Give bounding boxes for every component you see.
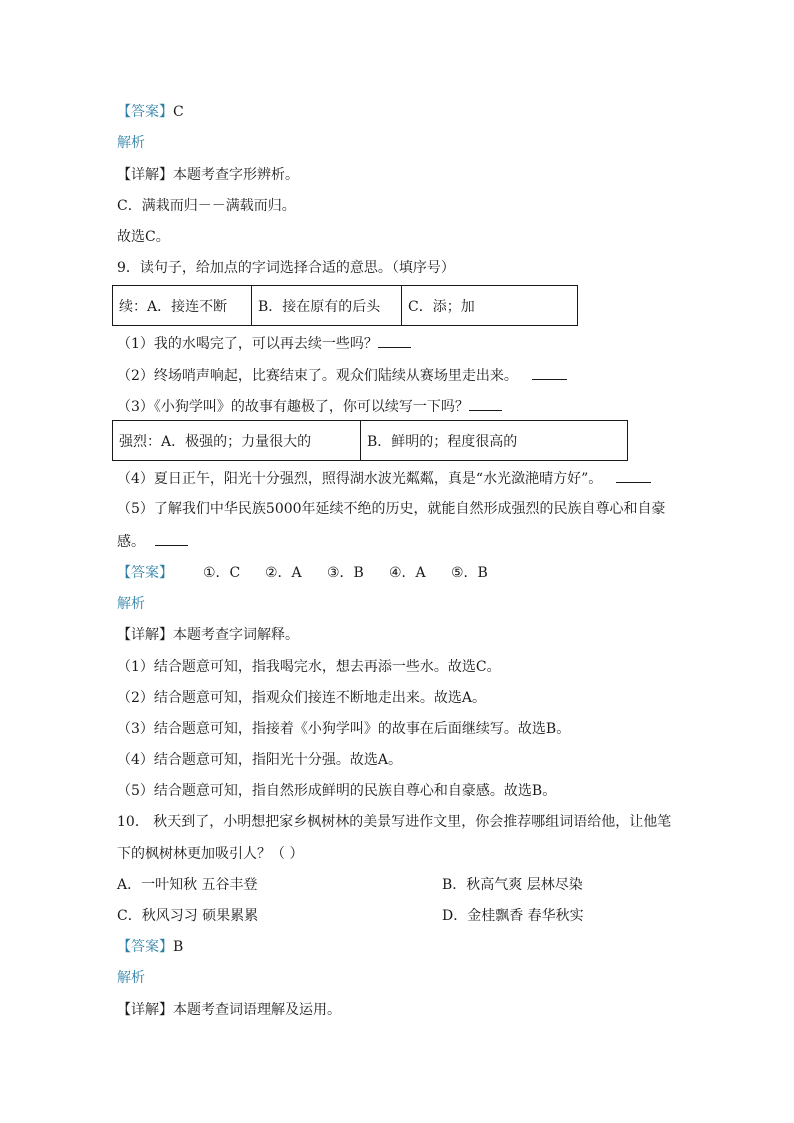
answer-item: ⑤．B <box>451 565 488 581</box>
explanation-line: C．满栽而归－－满载而归。 <box>117 198 296 214</box>
detail-tag: 【详解】 <box>117 167 173 183</box>
question-10-stem: 10． 秋天到了，小明想把家乡枫树林的美景写进作文里，你会推荐哪组词语给他，让他笔 <box>117 814 672 830</box>
answer-line-9 <box>117 564 494 582</box>
sentence-1 <box>117 334 411 352</box>
table-cell: 续：A．接连不断 <box>113 286 252 326</box>
sentence-2 <box>117 366 567 384</box>
option-c[interactable]: C．秋风习习 硕果累累 <box>117 908 259 924</box>
detail-line <box>117 1001 341 1019</box>
answer-item: ②．A <box>265 565 302 581</box>
answer-value: C <box>173 104 184 120</box>
sentence-3 <box>117 397 502 415</box>
meaning-table-xu <box>112 285 578 326</box>
option-d[interactable]: D．金桂飘香 春华秋实 <box>442 908 584 924</box>
detail-text: 本题考查字词解释。 <box>173 627 299 643</box>
detail-text: 本题考查字形辨析。 <box>173 167 299 183</box>
explanation-3: （3）结合题意可知，指接着《小狗学叫》的故事在后面继续写。故选B。 <box>117 721 571 737</box>
explanation-1: （1）结合题意可知，指我喝完水，想去再添一些水。故选C。 <box>117 659 501 675</box>
answer-blank[interactable] <box>532 366 567 380</box>
sentence-5: （5）了解我们中华民族5000年延续不绝的历史，就能自然形成强烈的民族自尊心和自豪 <box>117 501 666 517</box>
question-10-stem-cont: 下的枫树林更加吸引人？（ ） <box>117 846 304 862</box>
sentence-text: （1）我的水喝完了，可以再去续一些吗？ <box>117 336 378 352</box>
answer-tag: 【答案】 <box>117 565 173 581</box>
answer-item: ①．C <box>203 565 241 581</box>
sentence-4 <box>117 469 651 487</box>
sentence-text: （2）终场哨声响起，比赛结束了。观众们陆续从赛场里走出来。 <box>117 368 518 384</box>
answer-blank[interactable] <box>155 532 188 546</box>
explanation-5: （5）结合题意可知，指自然形成鲜明的民族自尊心和自豪感。故选B。 <box>117 783 557 799</box>
detail-tag: 【详解】 <box>117 627 173 643</box>
detail-line <box>117 626 299 644</box>
answer-item: ④．A <box>389 565 426 581</box>
detail-text: 本题考查词语理解及运用。 <box>173 1002 341 1018</box>
analysis-heading: 解析 <box>117 596 145 612</box>
meaning-table-qianglie <box>112 420 628 461</box>
analysis-heading: 解析 <box>117 135 145 151</box>
table-cell: B．接在原有的后头 <box>252 286 402 326</box>
option-b[interactable]: B．秋高气爽 层林尽染 <box>442 877 583 893</box>
sentence-5-cont <box>117 532 188 550</box>
detail-tag: 【详解】 <box>117 1002 173 1018</box>
explanation-4: （4）结合题意可知，指阳光十分强。故选A。 <box>117 752 403 768</box>
answer-tag: 【答案】 <box>117 104 173 120</box>
sentence-text: 感。 <box>117 534 145 550</box>
answer-item: ③．B <box>327 565 364 581</box>
answer-blank[interactable] <box>469 397 502 411</box>
sentence-text: （4）夏日正午，阳光十分强烈，照得湖水波光粼粼，真是“水光潋滟晴方好”。 <box>117 471 603 487</box>
table-cell: C．添；加 <box>402 286 578 326</box>
answer-tag: 【答案】 <box>117 939 173 955</box>
sentence-text: （3）《小狗学叫》的故事有趣极了，你可以续写一下吗？ <box>117 399 469 415</box>
detail-line <box>117 166 299 184</box>
question-9-stem: 9．读句子，给加点的字词选择合适的意思。（填序号） <box>117 260 455 276</box>
answer-line-8 <box>117 103 184 121</box>
answer-blank[interactable] <box>378 334 411 348</box>
analysis-heading: 解析 <box>117 970 145 986</box>
answer-blank[interactable] <box>616 469 651 483</box>
answer-value: B <box>173 939 184 955</box>
conclusion-line: 故选C。 <box>117 229 170 245</box>
option-a[interactable]: A．一叶知秋 五谷丰登 <box>117 877 258 893</box>
answer-line-10 <box>117 938 183 956</box>
table-cell: 强烈：A．极强的；力量很大的 <box>113 421 361 461</box>
table-cell: B．鲜明的；程度很高的 <box>361 421 628 461</box>
explanation-2: （2）结合题意可知，指观众们接连不断地走出来。故选A。 <box>117 690 487 706</box>
